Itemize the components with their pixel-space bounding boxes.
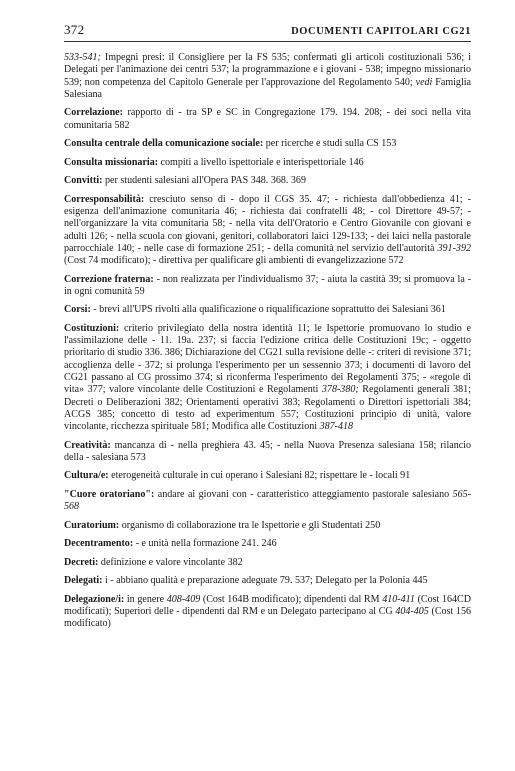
- entry-reference: 404-405: [395, 605, 429, 617]
- entry-term: "Cuore oratoriano":: [64, 488, 155, 500]
- entry-term: Decreti:: [64, 556, 99, 568]
- page-header: [64, 22, 471, 42]
- index-entry: [64, 107, 471, 132]
- entry-text: per ricerche e studi sulla CS 153: [263, 138, 397, 150]
- entry-reference: 408-409: [166, 593, 201, 605]
- entry-text: cresciuto senso di - dopo il CGS 35. 47; - richiesta dall'obbedienza 41; - esigenza dell'animazione comunitaria 46; - richiesta dai confratelli 48; - col Direttore 49-57; - nell'organizzare la vita comunitaria 58; - nella vita dell'Oratorio e Centro Giovanile con giovani e adulti 126; - nella scuola con giovani, genitori, collaboratori laici 129-133; - dei laici nella pastorale parrocchiale 140; - nelle case di formazione 251; - della comunità nel servizio dell'autorità: [64, 193, 471, 254]
- index-entry: [64, 194, 471, 268]
- entry-text: Famiglia Salesiana: [64, 76, 471, 100]
- index-entry: [64, 274, 471, 299]
- index-entry: [64, 594, 471, 631]
- entry-term: Creatività:: [64, 439, 111, 451]
- index-entry: [64, 520, 471, 532]
- entry-reference: 378-380;: [321, 384, 359, 396]
- entry-term: Delegati:: [64, 575, 103, 587]
- entry-reference: 410-411: [382, 593, 415, 605]
- index-entry: [64, 52, 471, 101]
- index-entry: [64, 138, 471, 150]
- entry-text: (Cost 164CD modificati); Superiori delle - dipendenti dal RM e un Delegato partecipano al CG: [64, 593, 471, 617]
- entry-reference: 387-418: [319, 421, 354, 433]
- entry-reference: 391-392: [437, 242, 471, 254]
- entry-term: Correlazione:: [64, 107, 123, 119]
- entry-text: organismo di collaborazione tra le Ispettorie e gli Studentati 250: [119, 519, 381, 531]
- index-entry: [64, 489, 471, 514]
- entry-term: Delegazione/i:: [64, 593, 125, 605]
- entry-text: - e unità nella formazione 241. 246: [133, 538, 277, 550]
- index-entry: [64, 575, 471, 587]
- entry-term: Correzione fraterna:: [64, 273, 154, 285]
- entry-term: Corresponsabilità:: [64, 193, 145, 205]
- entry-text: compiti a livello ispettoriale e interispettoriale 146: [158, 156, 364, 168]
- entry-term: Consulta centrale della comunicazione sociale:: [64, 138, 264, 150]
- entry-text: Impegni presi: il Consigliere per la FS 535; confermati gli articoli costituzionali 536; i Delegati per l'animazione dei centri 537; la programmazione e i giovani - 538; impegno missionario 539; non competenza del Capitolo Generale per l'approvazione del Regolamento 540;: [64, 52, 471, 88]
- entry-text: per studenti salesiani all'Opera PAS 348. 368. 369: [102, 175, 306, 187]
- index-entry: [64, 323, 471, 434]
- entry-text: eterogeneità culturale in cui operano i Salesiani 82; rispettare le - locali 91: [108, 470, 411, 482]
- entry-term: Corsi:: [64, 304, 91, 316]
- entry-text: criterio privilegiato della nostra identità 11; le Ispettorie promuovano lo studio e l'assimilazione delle - 11. 19a. 237; si faccia l'edizione critica delle Costituzioni 19c; - oggetto prioritario di studio 336. 386; Dichiarazione del CG21 sulla revisione delle -: criteri di revisione 371; accoglienza delle - 372; si prolunga l'esperimento per un sessennio 373; i documenti di lavoro del CG21 passano al CG prossimo 374; si riconferma l'esperimento dei Regolamenti 375; - «regole di vita» 377; valore vincolante delle Costituzioni e Regolamenti: [64, 322, 471, 396]
- entry-term: Costituzioni:: [64, 322, 120, 334]
- entry-term: Consulta missionaria:: [64, 156, 159, 168]
- index-entry: [64, 157, 471, 169]
- running-title: DOCUMENTI CAPITOLARI CG21: [291, 26, 471, 37]
- entry-text: definizione e valore vincolante 382: [98, 556, 243, 568]
- entry-text: (Cost 164B modificato); dipendenti dal RM: [200, 593, 383, 605]
- entry-term: Decentramento:: [64, 538, 134, 550]
- entry-text: andare ai giovani con - caratteristico atteggiamento pastorale salesiano: [154, 488, 453, 500]
- entry-text: rapporto di - tra SP e SC in Congregazione 179. 194. 208; - dei soci nella vita comunitaria 582: [64, 107, 471, 131]
- entry-text: i - abbiano qualità e preparazione adeguate 79. 537; Delegato per la Polonia 445: [102, 575, 428, 587]
- entry-reference: vedi: [415, 76, 433, 88]
- index-entry: [64, 440, 471, 465]
- index-entries: [64, 52, 471, 631]
- entry-term: Convitti:: [64, 175, 103, 187]
- index-entry: [64, 538, 471, 550]
- entry-text: - non realizzata per l'individualismo 37; - aiuta la castità 39; si promuova la - in ogni comunità 59: [64, 273, 471, 297]
- page-number: 372: [64, 22, 85, 37]
- index-entry: [64, 557, 471, 569]
- entry-term: Curatorium:: [64, 519, 120, 531]
- entry-text: (Cost 74 modificato); - direttiva per qualificare gli ambienti di evangelizzazione 572: [64, 255, 404, 267]
- entry-term: Cultura/e:: [64, 470, 109, 482]
- index-entry: [64, 304, 471, 316]
- entry-text: mancanza di - nella preghiera 43. 45; - nella Nuova Presenza salesiana 158; rilancio della - salesiana 573: [64, 439, 471, 463]
- index-entry: [64, 175, 471, 187]
- index-entry: [64, 470, 471, 482]
- entry-reference: 565-568: [64, 488, 471, 513]
- entry-text: - brevi all'UPS rivolti alla qualificazione o riqualificazione soprattutto dei Salesiani 361: [90, 304, 446, 316]
- entry-text: (Cost 156 modificato): [64, 605, 471, 630]
- entry-reference: 533-541;: [64, 52, 101, 63]
- entry-text: in genere: [124, 593, 167, 605]
- entry-text: Regolamenti generali 381; Decreti o Deliberazioni 382; Orientamenti operativi 383; Regolamenti o Direttori ispettoriali 384; ACGS 385; concetto di testo ad experimentum 557; Costituzioni principio di unità, valore vincolante, ricchezza spirituale 581; Modifica alle Costituzioni: [64, 384, 471, 433]
